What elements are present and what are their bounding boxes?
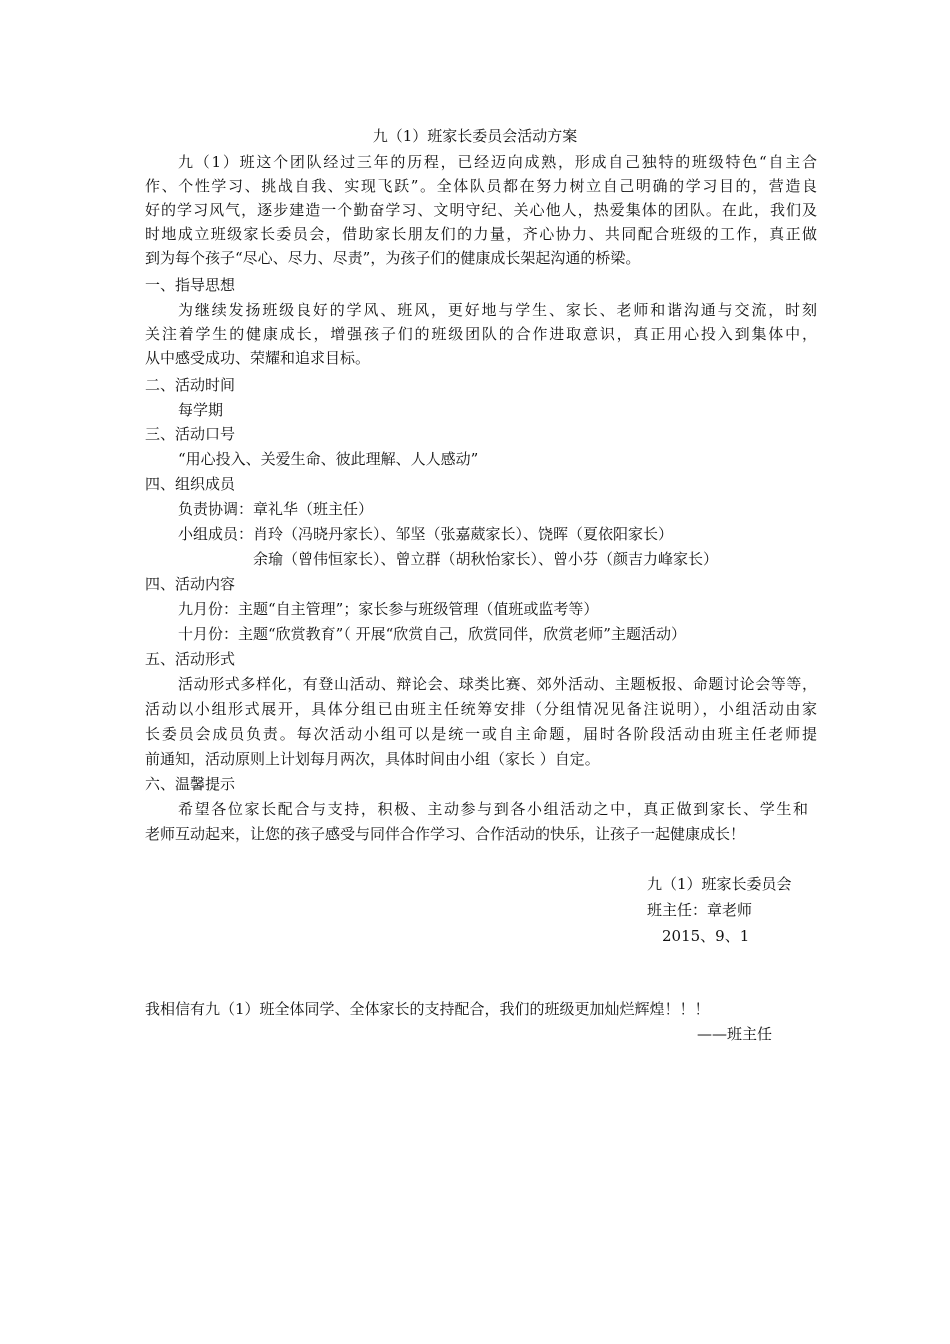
document-title: 九（1）班家长委员会活动方案	[372, 127, 578, 145]
section-heading-time: 二、活动时间	[145, 376, 236, 394]
section-heading-form: 五、活动形式	[145, 650, 236, 668]
form-line-4: 前通知，活动原则上计划每月两次，具体时间由小组（家长 ）自定。	[145, 750, 600, 768]
members-line-1: 小组成员：肖玲（冯晓丹家长）、邹坚（张嘉葳家长）、饶晖（夏依阳家长）	[178, 525, 674, 543]
closing-statement: 我相信有九（1）班全体同学、全体家长的支持配合，我们的班级更加灿烂辉煌！！！	[145, 1000, 710, 1018]
intro-line-4: 时地成立班级家长委员会，借助家长朋友们的力量，齐心协力、共同配合班级的工作，真正做	[145, 225, 817, 243]
guiding-line-1: 为继续发扬班级良好的学风、班风，更好地与学生、家长、老师和谐沟通与交流，时刻	[178, 301, 817, 319]
signature-date: 2015、9、1	[662, 927, 750, 945]
form-line-2: 活动以小组形式展开，具体分组已由班主任统筹安排（分组情况见备注说明），小组活动由家	[145, 700, 817, 718]
form-line-3: 长委员会成员负责。每次活动小组可以是统一或自主命题，届时各阶段活动由班主任老师提	[145, 725, 817, 743]
intro-line-3: 好的学习风气，逐步建造一个勤奋学习、文明守纪、关心他人，热爱集体的团队。在此，我们及	[145, 201, 817, 219]
content-september: 九月份：主题“自主管理”；家长参与班级管理（值班或监考等）	[178, 600, 599, 618]
signature-org: 九（1）班家长委员会	[647, 875, 792, 893]
guiding-line-2: 关注着学生的健康成长，增强孩子们的班级团队的合作进取意识，真正用心投入到集体中，	[145, 325, 817, 343]
tips-line-2: 老师互动起来，让您的孩子感受与同伴合作学习、合作活动的快乐，让孩子一起健康成长！	[145, 825, 746, 843]
intro-line-5: 到为每个孩子“尽心、尽力、尽责”，为孩子们的健康成长架起沟通的桥梁。	[145, 249, 641, 267]
intro-line-1: 九（1）班这个团队经过三年的历程，已经迈向成熟，形成自己独特的班级特色“自主合	[178, 153, 817, 171]
section-heading-slogan: 三、活动口号	[145, 425, 236, 443]
members-line-2: 余瑜（曾伟恒家长）、曾立群（胡秋怡家长）、曾小芬（颜吉力峰家长）	[253, 550, 719, 568]
section-heading-content: 四、活动内容	[145, 575, 236, 593]
guiding-line-3: 从中感受成功、荣耀和追求目标。	[145, 349, 371, 367]
coordinator: 负责协调：章礼华（班主任）	[178, 500, 374, 518]
section-heading-members: 四、组织成员	[145, 475, 236, 493]
tips-line-1: 希望各位家长配合与支持，积极、主动参与到各小组活动之中，真正做到家长、学生和	[178, 800, 808, 818]
intro-line-2: 作、个性学习、挑战自我、实现飞跃”。全体队员都在努力树立自己明确的学习目的，营造良	[145, 177, 817, 195]
form-line-1: 活动形式多样化，有登山活动、辩论会、球类比赛、郊外活动、主题板报、命题讨论会等等，	[178, 675, 817, 693]
activity-time: 每学期	[178, 401, 224, 419]
closing-signature: ——班主任	[697, 1025, 773, 1043]
section-heading-tips: 六、温馨提示	[145, 775, 236, 793]
signature-teacher: 班主任：章老师	[647, 901, 753, 919]
activity-slogan: “用心投入、关爱生命、彼此理解、人人感动”	[178, 450, 479, 468]
content-october: 十月份：主题“欣赏教育”（ 开展“欣赏自己，欣赏同伴，欣赏老师”主题活动）	[178, 625, 686, 643]
section-heading-guiding: 一、指导思想	[145, 276, 236, 294]
